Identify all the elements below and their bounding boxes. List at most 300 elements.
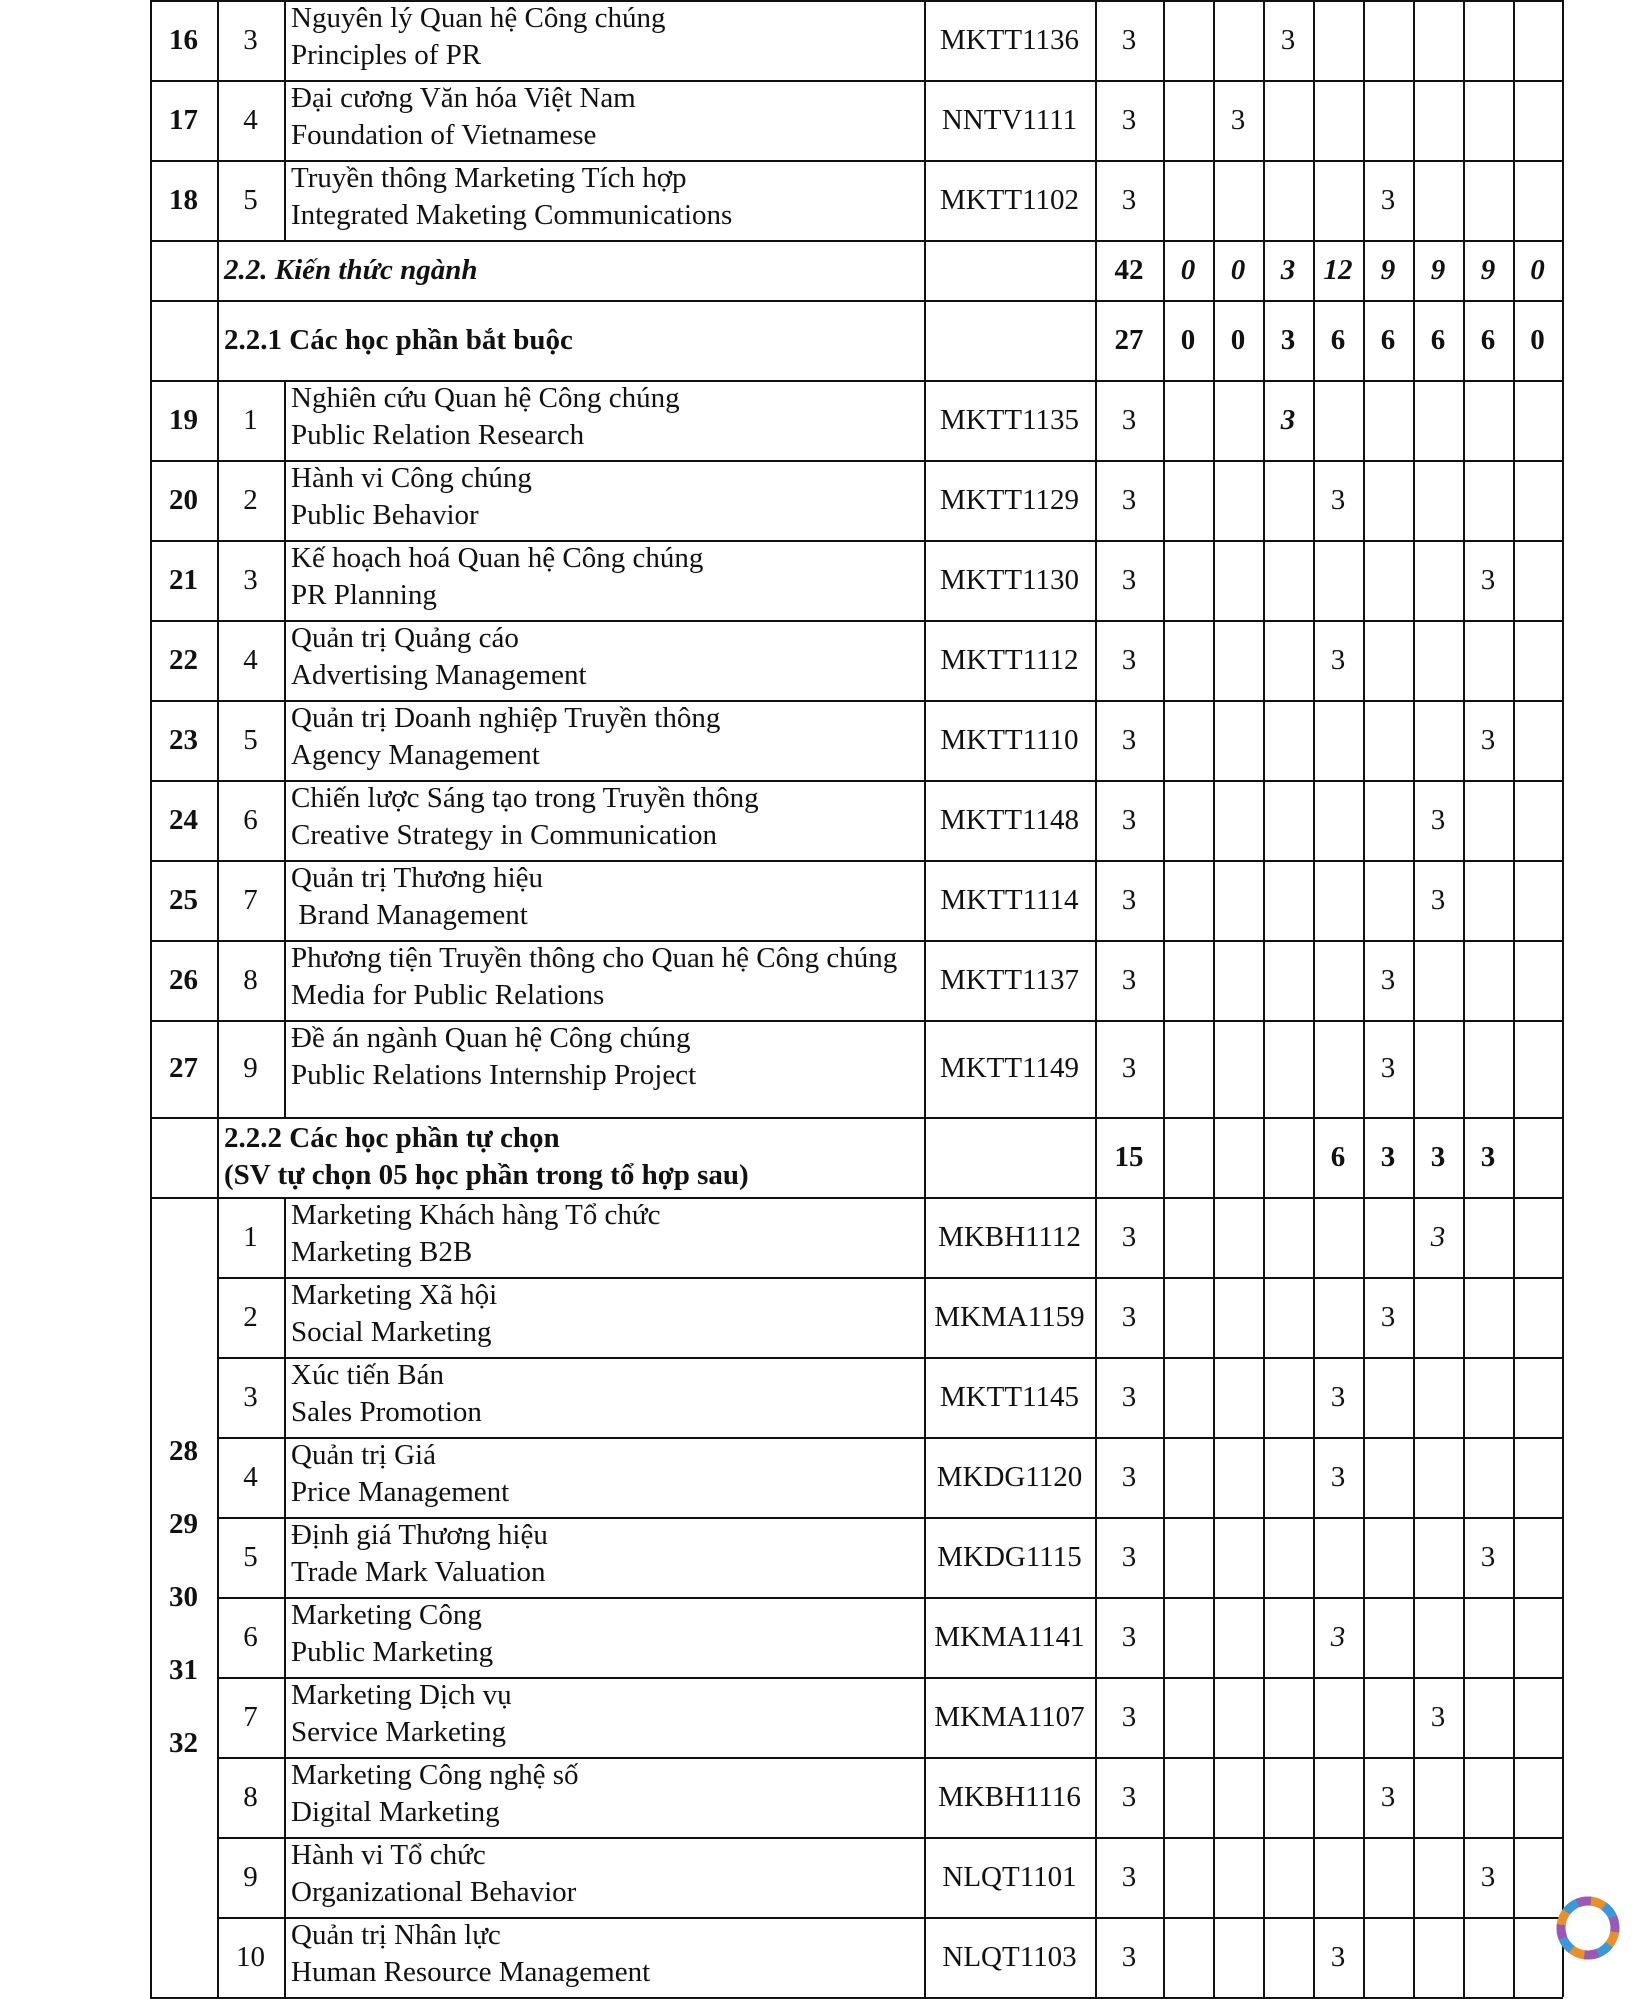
- course-title: [284, 1597, 924, 1677]
- course-code: MKBH1116: [938, 1780, 1081, 1813]
- course-code: NLQT1101: [942, 1860, 1077, 1893]
- table-line: [1163, 1357, 1165, 1437]
- course-title: [284, 1517, 924, 1597]
- table-line: [924, 300, 926, 380]
- table-line: [1313, 460, 1315, 540]
- table-line: [1513, 380, 1515, 460]
- table-line: [217, 1677, 1563, 1679]
- table-line: [1313, 1757, 1315, 1837]
- table-line: [1562, 940, 1564, 1020]
- table-line: [1163, 860, 1165, 940]
- semester-credit: 3: [1330, 643, 1346, 676]
- table-line: [217, 540, 219, 620]
- course-title-vi: Marketing Xã hội: [291, 1279, 498, 1311]
- table-line: [1263, 1357, 1265, 1437]
- table-line: [217, 1757, 219, 1837]
- table-line: [1263, 1837, 1265, 1917]
- semester-credit: 3: [1280, 23, 1296, 56]
- section-semester-credit: 0: [1530, 253, 1545, 286]
- table-line: [1513, 1597, 1515, 1677]
- table-line: [217, 1597, 219, 1677]
- course-code: MKTT1149: [939, 1052, 1080, 1084]
- semester-credit: 3: [1430, 803, 1446, 836]
- table-line: [1313, 1677, 1315, 1757]
- table-line: [150, 1277, 152, 1357]
- table-line: [1363, 780, 1365, 860]
- table-line: [1513, 1117, 1515, 1197]
- credits: 3: [1121, 1620, 1137, 1653]
- table-line: [217, 1837, 1563, 1839]
- course-title-vi: Hành vi Công chúng: [291, 462, 532, 494]
- table-line: [284, 780, 286, 860]
- table-line: [1562, 620, 1564, 700]
- table-line: [1163, 700, 1165, 780]
- table-line: [1095, 780, 1097, 860]
- table-line: [217, 940, 219, 1020]
- table-line: [1313, 0, 1315, 80]
- table-line: [217, 1357, 219, 1437]
- credits: 3: [1121, 643, 1137, 676]
- table-line: [1413, 1277, 1415, 1357]
- credits: 3: [1121, 1940, 1137, 1973]
- table-line: [1313, 240, 1315, 300]
- table-line: [1163, 0, 1165, 80]
- course-code: NLQT1103: [942, 1940, 1077, 1973]
- table-line: [1313, 1197, 1315, 1277]
- watermark-logo: [1548, 1888, 1628, 1992]
- table-line: [1562, 1117, 1564, 1197]
- table-line: [284, 1197, 286, 1277]
- table-line: [284, 1917, 286, 1997]
- table-line: [1163, 1677, 1165, 1757]
- table-line: [1263, 80, 1265, 160]
- table-line: [1213, 1597, 1215, 1677]
- course-code: NNTV1111: [941, 103, 1078, 136]
- table-line: [1513, 860, 1515, 940]
- course-title-en: Brand Management: [291, 899, 528, 931]
- table-line: [1363, 1517, 1365, 1597]
- row-number: 21: [169, 563, 198, 596]
- table-line: [1463, 1020, 1465, 1117]
- table-line: [1562, 1277, 1564, 1357]
- semester-credit: 3: [1330, 1460, 1346, 1493]
- table-line: [1313, 540, 1315, 620]
- course-title-en: Agency Management: [291, 739, 540, 771]
- table-line: [1562, 540, 1564, 620]
- sub-number: 5: [243, 1540, 258, 1573]
- table-line: [1095, 380, 1097, 460]
- table-line: [284, 1437, 286, 1517]
- table-line: [924, 1197, 926, 1277]
- table-line: [1413, 1597, 1415, 1677]
- table-line: [1513, 0, 1515, 80]
- table-line: [1163, 380, 1165, 460]
- table-line: [1363, 0, 1365, 80]
- course-title-en: Advertising Management: [291, 659, 587, 691]
- course-title-en: Social Marketing: [291, 1316, 492, 1348]
- table-line: [1513, 1357, 1515, 1437]
- table-line: [924, 540, 926, 620]
- table-line: [1463, 80, 1465, 160]
- table-line: [1263, 1757, 1265, 1837]
- table-line: [150, 940, 1563, 942]
- section-semester-credit: 3: [1280, 323, 1296, 356]
- table-line: [1363, 1197, 1365, 1277]
- table-line: [1263, 1517, 1265, 1597]
- table-line: [924, 1757, 926, 1837]
- table-line: [1095, 300, 1097, 380]
- table-line: [1463, 300, 1465, 380]
- table-line: [924, 1357, 926, 1437]
- table-line: [1562, 1757, 1564, 1837]
- table-line: [150, 240, 1563, 242]
- section-semester-credit: 3: [1280, 253, 1296, 286]
- table-line: [150, 620, 152, 700]
- course-title-vi: Chiến lược Sáng tạo trong Truyền thông: [291, 782, 759, 814]
- course-code: MKTT1145: [939, 1380, 1080, 1413]
- table-line: [1163, 780, 1165, 860]
- table-line: [924, 240, 926, 300]
- table-line: [1263, 1677, 1265, 1757]
- table-line: [1095, 1597, 1097, 1677]
- section-semester-credit: 9: [1380, 253, 1396, 286]
- table-line: [1363, 1837, 1365, 1917]
- table-line: [1263, 860, 1265, 940]
- section-semester-credit: 0: [1180, 323, 1196, 356]
- table-line: [1213, 80, 1215, 160]
- table-line: [1263, 1917, 1265, 1997]
- section-credits: 42: [1114, 253, 1144, 286]
- sub-number: 5: [243, 723, 258, 756]
- table-line: [1562, 1437, 1564, 1517]
- table-line: [217, 1677, 219, 1757]
- course-title: [284, 620, 924, 700]
- table-line: [1463, 700, 1465, 780]
- credits: 3: [1121, 1540, 1137, 1573]
- table-line: [1513, 80, 1515, 160]
- course-title: [284, 1677, 924, 1757]
- course-title-vi: Kế hoạch hoá Quan hệ Công chúng: [291, 542, 704, 574]
- table-line: [150, 380, 152, 460]
- course-title-en: Foundation of Vietnamese: [291, 119, 597, 151]
- table-line: [1313, 1117, 1315, 1197]
- course-code: MKTT1129: [939, 483, 1080, 516]
- table-line: [1213, 1757, 1215, 1837]
- table-line: [150, 1020, 1563, 1022]
- course-title-vi: Hành vi Tổ chức: [291, 1839, 486, 1871]
- table-line: [284, 1757, 286, 1837]
- table-line: [1562, 1197, 1564, 1277]
- table-line: [1513, 940, 1515, 1020]
- table-line: [1513, 1757, 1515, 1837]
- credits: 3: [1121, 1300, 1137, 1333]
- course-code: MKMA1159: [934, 1300, 1085, 1333]
- table-line: [1095, 1837, 1097, 1917]
- course-title-en: Public Relation Research: [291, 419, 585, 451]
- table-line: [1413, 860, 1415, 940]
- table-line: [924, 460, 926, 540]
- row-number: 26: [169, 963, 198, 996]
- table-line: [1463, 1917, 1465, 1997]
- table-line: [1363, 1437, 1365, 1517]
- table-line: [1562, 860, 1564, 940]
- section-title: 2.2. Kiến thức ngành: [224, 253, 478, 286]
- table-line: [1163, 1597, 1165, 1677]
- table-line: [924, 1677, 926, 1757]
- course-title-vi: Truyền thông Marketing Tích hợp: [291, 162, 687, 194]
- course-title-en: Sales Promotion: [291, 1396, 482, 1428]
- table-line: [1363, 1757, 1365, 1837]
- course-title-en: Digital Marketing: [291, 1796, 500, 1828]
- table-line: [1095, 1917, 1097, 1997]
- credits: 3: [1121, 23, 1137, 56]
- table-line: [1213, 380, 1215, 460]
- table-line: [924, 1837, 926, 1917]
- row-number: 17: [169, 103, 198, 136]
- sub-number: 1: [243, 1220, 258, 1253]
- table-line: [1513, 620, 1515, 700]
- course-title-en: Marketing B2B: [291, 1236, 473, 1268]
- table-line: [1263, 460, 1265, 540]
- table-line: [1263, 1597, 1265, 1677]
- table-line: [1313, 1917, 1315, 1997]
- semester-credit: 3: [1380, 963, 1396, 996]
- table-line: [1363, 1677, 1365, 1757]
- semester-credit: 3: [1380, 1052, 1396, 1084]
- table-line: [150, 1597, 152, 1677]
- table-line: [1463, 380, 1465, 460]
- table-line: [1095, 1277, 1097, 1357]
- course-code: MKTT1148: [939, 803, 1080, 836]
- table-line: [1562, 780, 1564, 860]
- course-title: [284, 160, 924, 240]
- course-code: MKTT1130: [939, 563, 1080, 596]
- course-code: MKTT1136: [939, 23, 1080, 56]
- table-line: [1463, 1677, 1465, 1757]
- table-line: [924, 1117, 926, 1197]
- course-title: [284, 0, 924, 80]
- table-line: [1163, 620, 1165, 700]
- sub-number: 3: [243, 1380, 258, 1413]
- course-title: [284, 1357, 924, 1437]
- semester-credit: 3: [1230, 103, 1246, 136]
- table-line: [924, 860, 926, 940]
- table-line: [1562, 1020, 1564, 1117]
- course-title-vi: Quản trị Quảng cáo: [291, 622, 519, 654]
- table-line: [1363, 240, 1365, 300]
- table-line: [1562, 80, 1564, 160]
- sub-number: 4: [243, 643, 258, 676]
- course-title-en: Public Marketing: [291, 1636, 494, 1668]
- course-title-vi: Marketing Công: [291, 1599, 482, 1631]
- section-title: [217, 1117, 924, 1197]
- table-line: [1163, 1197, 1165, 1277]
- table-line: [150, 780, 1563, 782]
- table-line: [1313, 940, 1315, 1020]
- table-line: [217, 860, 219, 940]
- course-title-vi: Xúc tiến Bán: [291, 1359, 445, 1391]
- table-line: [1163, 1837, 1165, 1917]
- table-line: [217, 1917, 1563, 1919]
- table-line: [150, 1117, 1563, 1119]
- table-line: [1095, 1517, 1097, 1597]
- table-line: [1163, 1757, 1165, 1837]
- table-line: [1163, 540, 1165, 620]
- table-line: [1213, 160, 1215, 240]
- course-title: [284, 700, 924, 780]
- table-line: [1263, 540, 1265, 620]
- credits: 3: [1121, 1052, 1137, 1084]
- table-line: [1263, 1277, 1265, 1357]
- sub-number: 9: [243, 1860, 258, 1893]
- semester-credit: 3: [1330, 1620, 1346, 1653]
- course-code: MKDG1115: [937, 1540, 1082, 1573]
- table-line: [150, 0, 1563, 2]
- table-line: [1513, 1197, 1515, 1277]
- table-line: [924, 0, 926, 80]
- table-line: [1513, 1677, 1515, 1757]
- table-line: [1413, 1757, 1415, 1837]
- table-line: [1263, 780, 1265, 860]
- course-title-en: Trade Mark Valuation: [291, 1556, 546, 1588]
- table-line: [1095, 80, 1097, 160]
- table-line: [217, 1837, 219, 1917]
- course-title: [284, 1837, 924, 1917]
- course-title-en: Public Relations Internship Project: [291, 1059, 697, 1091]
- credits: 3: [1121, 1860, 1137, 1893]
- table-line: [1213, 1020, 1215, 1117]
- table-line: [1413, 1117, 1415, 1197]
- table-line: [1513, 700, 1515, 780]
- sub-number: 1: [243, 403, 258, 436]
- table-line: [924, 1517, 926, 1597]
- table-line: [217, 700, 219, 780]
- table-line: [1363, 1117, 1365, 1197]
- table-line: [217, 1020, 219, 1117]
- table-line: [1163, 1020, 1165, 1117]
- table-line: [924, 1020, 926, 1117]
- table-line: [217, 1277, 219, 1357]
- table-line: [924, 940, 926, 1020]
- credits: 3: [1121, 1780, 1137, 1813]
- table-line: [1263, 1197, 1265, 1277]
- table-line: [1513, 240, 1515, 300]
- table-line: [1213, 1357, 1215, 1437]
- course-title-en: Human Resource Management: [291, 1956, 651, 1988]
- table-line: [217, 460, 219, 540]
- table-line: [1095, 1197, 1097, 1277]
- sub-number: 8: [243, 1780, 258, 1813]
- section-semester-credit: 0: [1530, 323, 1545, 356]
- table-line: [150, 80, 152, 160]
- table-line: [1313, 300, 1315, 380]
- table-line: [1413, 1677, 1415, 1757]
- table-line: [1363, 700, 1365, 780]
- table-line: [150, 300, 152, 380]
- credits: 3: [1121, 1460, 1137, 1493]
- course-title-en: Principles of PR: [291, 39, 482, 71]
- table-line: [1095, 1677, 1097, 1757]
- course-title: [284, 780, 924, 860]
- sub-number: 7: [243, 883, 258, 916]
- course-title-vi: Phương tiện Truyền thông cho Quan hệ Công chúng: [291, 942, 898, 974]
- credits: 3: [1121, 1700, 1137, 1733]
- table-line: [1513, 1837, 1515, 1917]
- table-line: [1095, 540, 1097, 620]
- elective-number: 32: [169, 1726, 198, 1759]
- table-line: [1413, 700, 1415, 780]
- course-title-en: Public Behavior: [291, 499, 479, 531]
- table-line: [150, 460, 152, 540]
- table-line: [150, 0, 152, 80]
- table-line: [1463, 1597, 1465, 1677]
- table-line: [1213, 540, 1215, 620]
- section-credits: 15: [1114, 1140, 1144, 1173]
- course-title-en: Price Management: [291, 1476, 510, 1508]
- table-line: [217, 240, 219, 300]
- credits: 3: [1121, 183, 1137, 216]
- table-line: [1363, 160, 1365, 240]
- sub-number: 2: [243, 483, 258, 516]
- table-line: [1213, 1517, 1215, 1597]
- credits: 3: [1121, 723, 1137, 756]
- table-line: [284, 1357, 286, 1437]
- section-title: 2.2.1 Các học phần bắt buộc: [224, 323, 573, 356]
- credits: 3: [1121, 803, 1137, 836]
- table-line: [1562, 160, 1564, 240]
- row-number: 16: [169, 23, 198, 56]
- table-line: [150, 700, 1563, 702]
- table-line: [1095, 620, 1097, 700]
- table-line: [1413, 540, 1415, 620]
- table-line: [217, 1917, 219, 1997]
- table-line: [284, 540, 286, 620]
- course-title: [284, 940, 924, 1020]
- course-title: [284, 1437, 924, 1517]
- table-line: [150, 460, 1563, 462]
- credits: 3: [1121, 563, 1137, 596]
- table-line: [150, 1357, 152, 1437]
- table-line: [1413, 940, 1415, 1020]
- table-line: [924, 1917, 926, 1997]
- table-line: [924, 1597, 926, 1677]
- course-code: MKBH1112: [938, 1220, 1081, 1253]
- course-code: MKTT1137: [939, 963, 1080, 996]
- table-line: [1513, 460, 1515, 540]
- table-line: [150, 1117, 152, 1197]
- table-line: [1163, 160, 1165, 240]
- table-line: [1463, 460, 1465, 540]
- sub-number: 5: [243, 183, 258, 216]
- table-line: [1413, 1357, 1415, 1437]
- table-line: [1562, 700, 1564, 780]
- sub-number: 3: [243, 23, 258, 56]
- table-line: [1095, 0, 1097, 80]
- table-line: [1163, 1437, 1165, 1517]
- semester-credit: 3: [1480, 723, 1496, 756]
- course-title-vi: Marketing Công nghệ số: [291, 1759, 579, 1791]
- curriculum-table: [150, 0, 1569, 1999]
- course-title-vi: Quản trị Thương hiệu: [291, 862, 544, 894]
- semester-credit: 3: [1330, 1380, 1346, 1413]
- table-line: [284, 1597, 286, 1677]
- course-title-en: PR Planning: [291, 579, 437, 611]
- table-line: [1095, 160, 1097, 240]
- table-line: [1263, 940, 1265, 1020]
- table-line: [1413, 1517, 1415, 1597]
- table-line: [1463, 1837, 1465, 1917]
- table-line: [1263, 0, 1265, 80]
